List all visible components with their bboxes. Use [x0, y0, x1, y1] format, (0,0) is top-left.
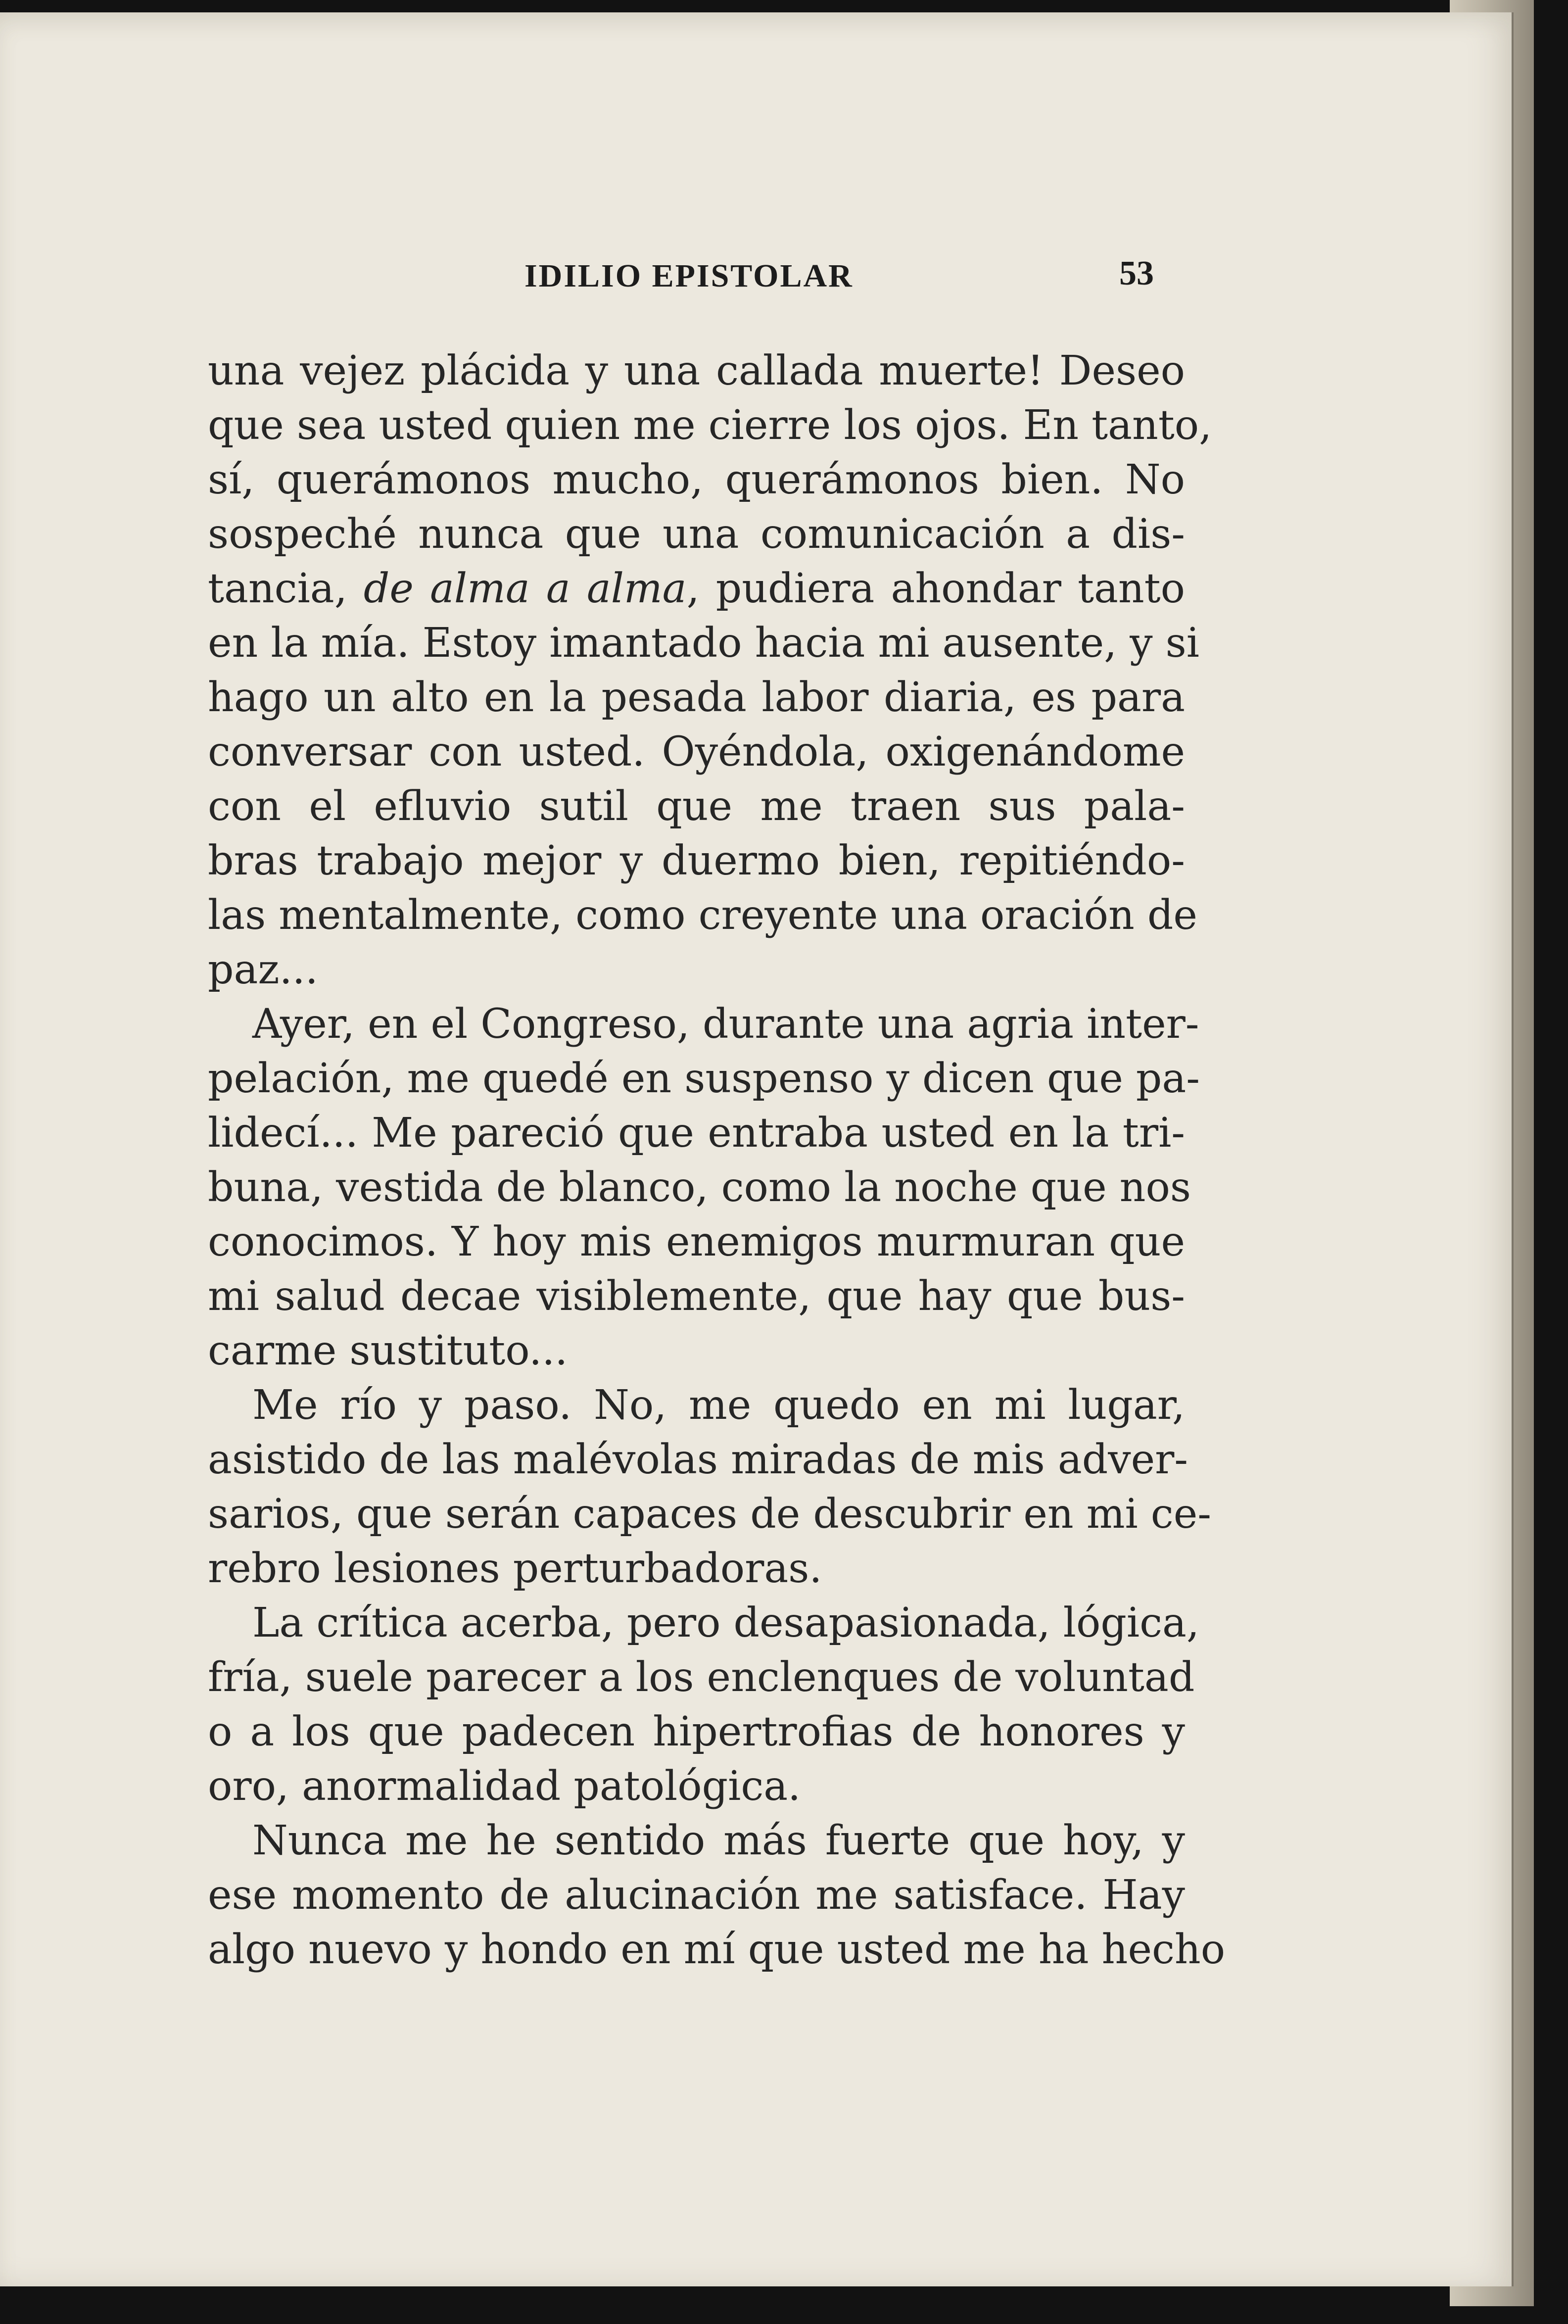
text-line: en la mía. Estoy imantado hacia mi ausente, y si: [208, 620, 1199, 667]
text-line: mi salud decae visiblemente, que hay que bus-: [208, 1273, 1185, 1320]
text-line: pelación, me quedé en suspenso y dicen que pa-: [208, 1055, 1200, 1102]
text-line: con el efluvio sutil que me traen sus pala-: [208, 783, 1185, 830]
text-line: [208, 562, 1185, 616]
text-run: tancia,: [208, 565, 364, 612]
text-line: hago un alto en la pesada labor diaria, es para: [208, 674, 1185, 721]
body-text: [208, 344, 1226, 1977]
text-line: bras trabajo mejor y duermo bien, repitiéndo-: [208, 837, 1185, 884]
text-line: conocimos. Y hoy mis enemigos murmuran que: [208, 1218, 1185, 1265]
page-number: 53: [1119, 254, 1154, 292]
text-line: conversar con usted. Oyéndola, oxigenándome: [208, 728, 1185, 775]
text-line: paz...: [208, 946, 318, 993]
text-run: , pudiera ahondar tanto: [686, 565, 1185, 612]
book-page: [0, 12, 1514, 2286]
paragraph-first-line: Ayer, en el Congreso, durante una agria inter-: [252, 1001, 1199, 1048]
text-line: carme sustituto...: [208, 1327, 568, 1374]
text-line: lidecí... Me pareció que entraba usted en la tri-: [208, 1110, 1185, 1157]
text-line: oro, anormalidad patológica.: [208, 1763, 801, 1810]
paragraph-first-line: Nunca me he sentido más fuerte que hoy, y: [252, 1817, 1185, 1864]
text-line: o a los que padecen hipertrofias de honores y: [208, 1708, 1185, 1755]
paragraph-first-line: Me río y paso. No, me quedo en mi lugar,: [252, 1382, 1185, 1429]
text-line: rebro lesiones perturbadoras.: [208, 1545, 822, 1592]
text-line: buna, vestida de blanco, como la noche que nos: [208, 1164, 1191, 1211]
italic-phrase: de alma a alma: [363, 565, 687, 612]
text-line: una vejez plácida y una callada muerte! Deseo: [208, 347, 1185, 394]
text-line: asistido de las malévolas miradas de mis adver-: [208, 1436, 1188, 1483]
text-line: sospeché nunca que una comunicación a dis-: [208, 511, 1185, 558]
text-line: que sea usted quien me cierre los ojos. En tanto,: [208, 402, 1212, 449]
running-title: IDILIO EPISTOLAR: [524, 258, 854, 294]
text-line: sarios, que serán capaces de descubrir en mi ce-: [208, 1491, 1211, 1538]
text-line: fría, suele parecer a los enclenques de voluntad: [208, 1654, 1195, 1701]
text-line: ese momento de alucinación me satisface. Hay: [208, 1872, 1185, 1919]
text-line: las mentalmente, como creyente una oración de: [208, 892, 1197, 939]
paragraph-first-line: La crítica acerba, pero desapasionada, lógica,: [252, 1599, 1199, 1646]
text-line: algo nuevo y hondo en mí que usted me ha hecho: [208, 1926, 1226, 1973]
text-line: sí, querámonos mucho, querámonos bien. No: [208, 456, 1185, 503]
